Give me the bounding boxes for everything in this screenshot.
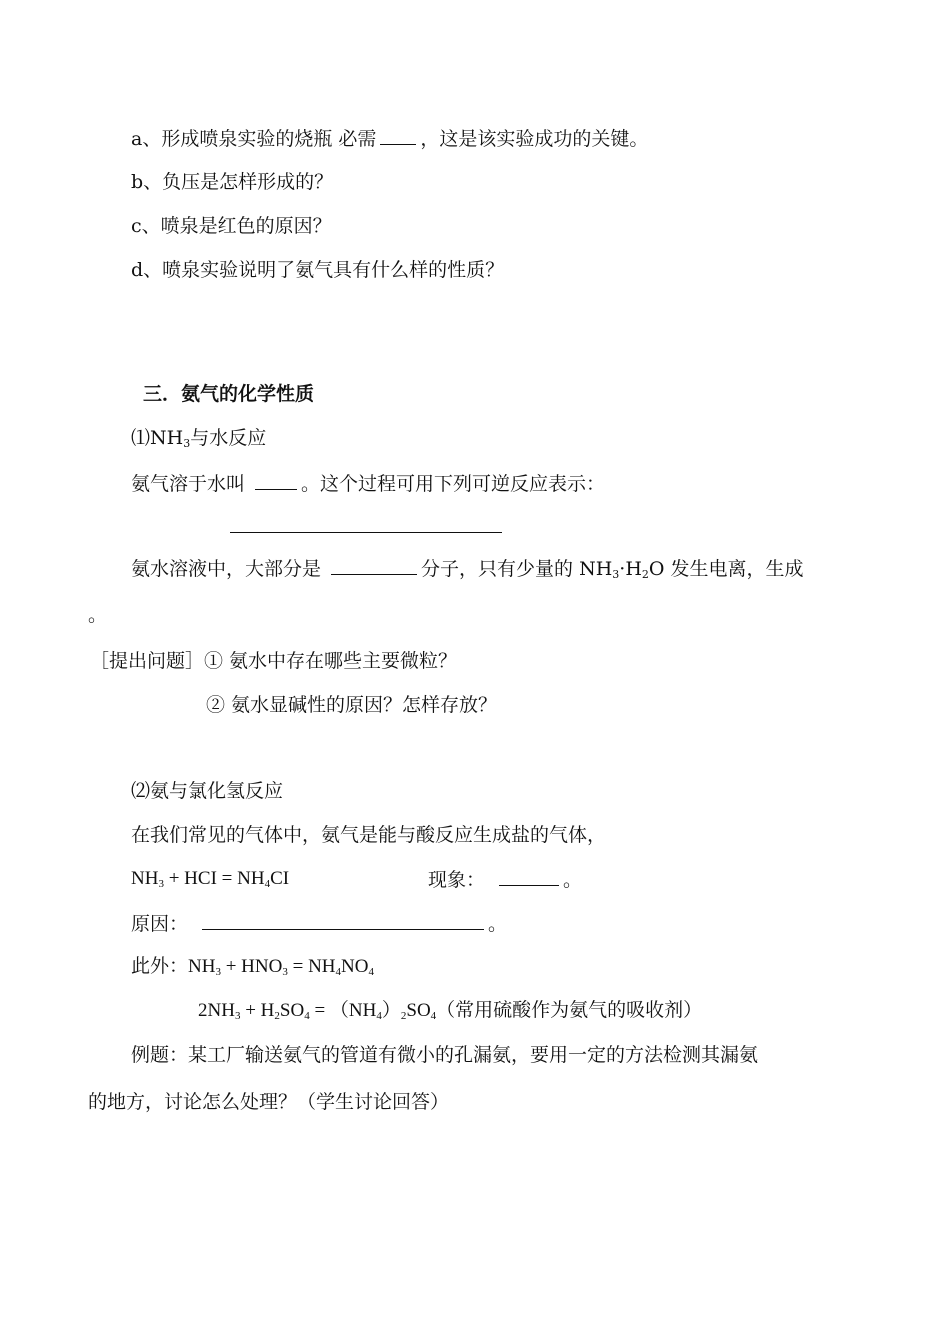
question-c: c、喷泉是红色的原因？ — [131, 215, 332, 237]
acid-intro: 在我们常见的气体中，氨气是能与酸反应生成盐的气体， — [131, 824, 607, 846]
answer-blank — [331, 556, 417, 575]
question-a — [131, 126, 648, 151]
answer-blank — [380, 126, 416, 145]
question-a-end: ，这是该实验成功的关键。 — [420, 128, 649, 150]
answer-blank — [255, 471, 297, 490]
question-d: d、喷泉实验说明了氨气具有什么样的性质？ — [131, 259, 505, 281]
question-a-text: a、形成喷泉实验的烧瓶 必需 — [131, 128, 377, 150]
example-line-1: 例题：某工厂输送氨气的管道有微小的孔漏氨，要用一定的方法检测其漏氨 — [131, 1044, 759, 1066]
answer-blank — [202, 911, 484, 930]
equation-hcl: $NH_3$ + HCI = $NH_4CI$ — [131, 868, 290, 890]
equation-h2so4: $2NH_3 + H_2SO_4 = (NH_4)_2SO_4$（常用硫酸作为氨气的吸收剂） — [198, 1000, 703, 1022]
equation-blank — [230, 532, 502, 533]
subsection-1-title: $⑴NH_3$与水反应 — [131, 427, 267, 450]
question-b: b、负压是怎样形成的？ — [131, 171, 334, 193]
solution-paragraph-end: 。 — [88, 604, 108, 626]
section-heading: 三．氨气的化学性质 — [143, 383, 315, 405]
equation-hno3: 此外：$NH_3 + HNO_3 = NH_4NO_4$ — [131, 956, 374, 978]
solution-paragraph: 氨水溶液中，大部分是 分子，只有少量的 $NH_3\cdot H_2O$ 发生电离，生成 — [131, 558, 804, 581]
phenomenon: 现象： 。 — [428, 869, 583, 891]
reason: 原因： 。 — [131, 913, 508, 935]
answer-blank — [499, 867, 559, 886]
example-line-2: 的地方，讨论怎么处理？（学生讨论回答） — [88, 1091, 450, 1113]
question-prompt-2: ② 氨水显碱性的原因？怎样存放？ — [206, 694, 498, 716]
question-prompt-1: ［提出问题］① 氨水中存在哪些主要微粒？ — [90, 650, 458, 672]
subsection-2-title: ⑵氨与氯化氢反应 — [131, 780, 284, 802]
dissolve-paragraph: 氨气溶于水叫 。这个过程可用下列可逆反应表示： — [131, 473, 606, 495]
